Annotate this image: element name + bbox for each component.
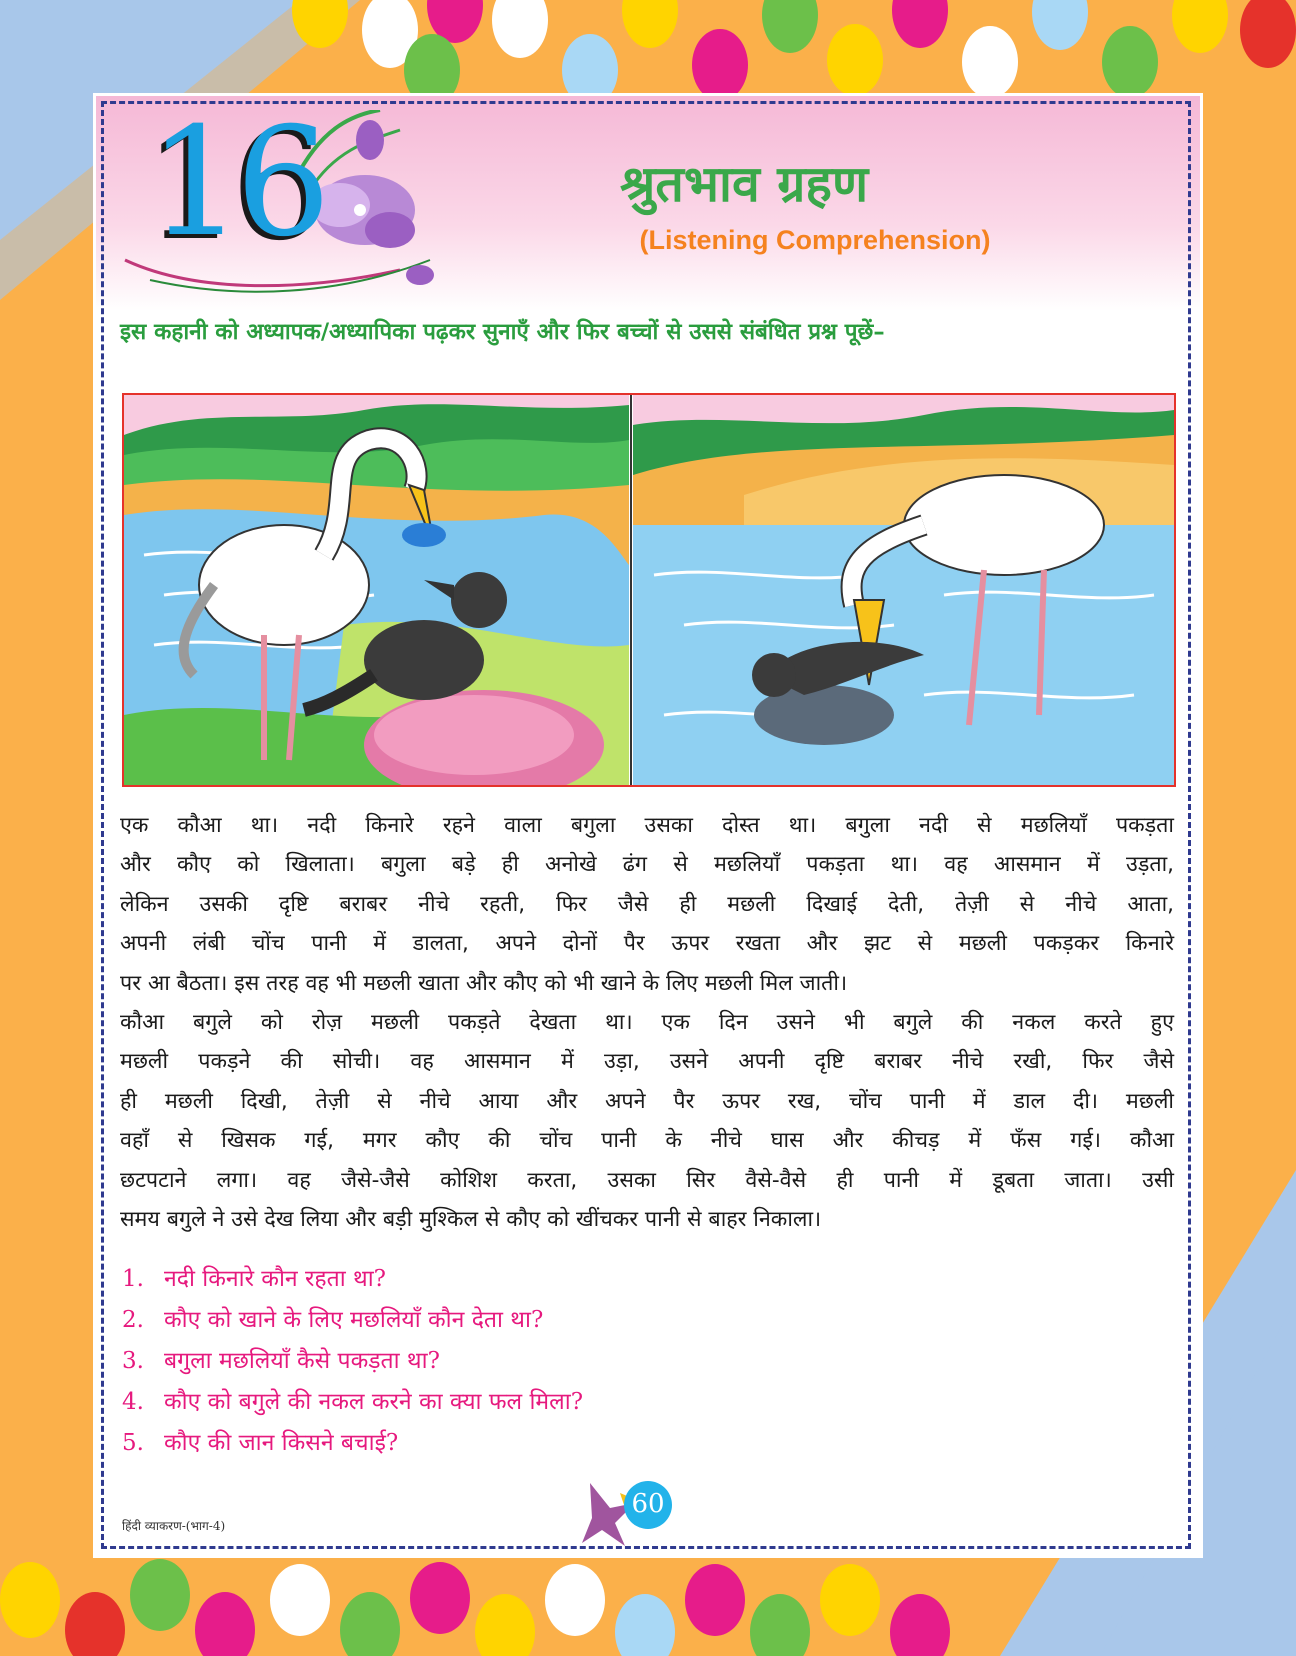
question-text: कौए को खाने के लिए मछलियाँ कौन देता था? [164, 1307, 544, 1333]
story-line: ही मछली दिखी, तेज़ी से नीचे आया और अपने पैर ऊपर रख, चोंच पानी में डाल दी। मछली [120, 1088, 1174, 1114]
chapter-title-english: (Listening Comprehension) [639, 225, 991, 255]
question-text: कौए को बगुले की नकल करने का क्या फल मिला? [164, 1389, 584, 1415]
question-number: 5. [122, 1430, 144, 1456]
dashed-page-border [101, 96, 1191, 1549]
story-line: और कौए को खिलाता। बगुला बड़े ही अनोखे ढंग से मछलियाँ पकड़ता था। वह आसमान में उड़ता, [120, 852, 1174, 878]
chapter-number: 16 [148, 96, 323, 270]
book-title: हिंदी व्याकरण-(भाग-4) [122, 1519, 226, 1533]
story-line: समय बगुले ने उसे देख लिया और बड़ी मुश्किल से कौए को खींचकर पानी से बाहर निकाला। [120, 1207, 822, 1233]
story-line: कौआ बगुले को रोज़ मछली पकड़ते देखता था। एक दिन उसने भी बगुले की नकल करते हुए [120, 1010, 1174, 1036]
instruction-text: इस कहानी को अध्यापक/अध्यापिका पढ़कर सुनाएँ और फिर बच्चों से उससे संबंधित प्रश्न पूछें– [120, 319, 885, 345]
story-line: मछली पकड़ने की सोची। वह आसमान में उड़ा, उसने अपनी दृष्टि बराबर नीचे रखी, फिर जैसे [120, 1049, 1174, 1075]
story-line: वहाँ से खिसक गई, मगर कौए की चोंच पानी के नीचे घास और कीचड़ में फँस गई। कौआ [120, 1128, 1174, 1154]
story-line: पर आ बैठता। इस तरह वह भी मछली खाता और कौए को भी खाने के लिए मछली मिल जाती। [120, 970, 848, 996]
question-number: 3. [122, 1348, 144, 1374]
chapter-title-hindi: श्रुतभाव ग्रहण [620, 155, 869, 213]
question-text: कौए की जान किसने बचाई? [164, 1430, 399, 1456]
story-line: लेकिन उसकी दृष्टि बराबर नीचे रहती, फिर जैसे ही मछली दिखाई देती, तेज़ी से नीचे आता, [120, 891, 1174, 917]
question-text: नदी किनारे कौन रहता था? [164, 1266, 386, 1292]
page-number: 60 [631, 1489, 665, 1519]
question-text: बगुला मछलियाँ कैसे पकड़ता था? [164, 1348, 440, 1374]
question-number: 1. [122, 1266, 144, 1292]
story-line: अपनी लंबी चोंच पानी में डालता, अपने दोनों पैर ऊपर रखता और झट से मछली पकड़कर किनारे [120, 931, 1174, 957]
story-line: एक कौआ था। नदी किनारे रहने वाला बगुला उसका दोस्त था। बगुला नदी से मछलियाँ पकड़ता [120, 813, 1174, 838]
question-number: 4. [122, 1389, 144, 1415]
story-line: छटपटाने लगा। वह जैसे-जैसे कोशिश करता, उसका सिर वैसे-वैसे ही पानी में डूबता जाता। उसी [120, 1167, 1174, 1193]
question-number: 2. [122, 1307, 144, 1333]
